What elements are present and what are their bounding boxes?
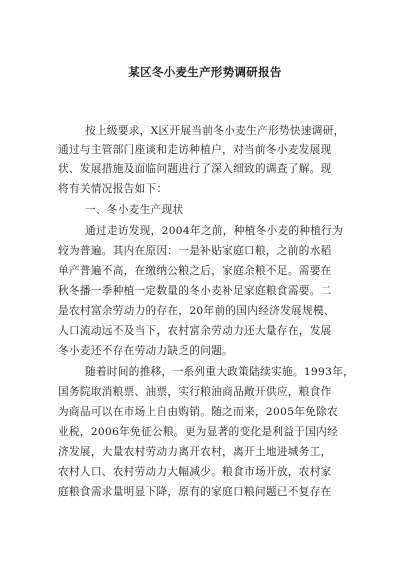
paragraph-line: 按上级要求，X区开展当前冬小麦生产形势快速调研， bbox=[85, 125, 345, 137]
paragraph-line: 单产普遍不高，在缴纳公粮之后，家庭余粮不足。需要在 bbox=[58, 265, 332, 277]
paragraph-line: 随着时间的推移，一系列重大政策陆续实施。1993年， bbox=[85, 366, 355, 378]
paragraph-line: 人口流动远不及当下，农村富余劳动力还大量存在，发展 bbox=[58, 325, 332, 337]
paragraph-line: 通过走访发现，2004年之前，种植冬小麦的种植行为 bbox=[85, 225, 344, 237]
paragraph-line: 状、发展措施及面临问题进行了深入细致的调查了解。现 bbox=[58, 163, 332, 175]
paragraph-line: 农村人口、农村劳动力大幅减少。粮食市场开放，农村家 bbox=[58, 466, 332, 478]
paragraph-line: 是农村富余劳动力的存在，20年前的国内经济发展规模、 bbox=[58, 305, 335, 317]
paragraph-line: 较为普遍。其内在原因：一是补贴家庭口粮，之前的水稻 bbox=[58, 245, 332, 257]
paragraph-line: 将有关情况报告如下： bbox=[58, 183, 168, 195]
paragraph-line: 庭粮食需求量明显下降，原有的家庭口粮问题已不复存在 bbox=[58, 486, 332, 498]
paragraph-line: 济发展，大量农村劳动力离开农村，离开土地进城务工， bbox=[58, 446, 332, 458]
paragraph-line: 为商品可以在市场上自由购销。随之而来，2005年免除农 bbox=[58, 406, 339, 418]
section-heading: 一、冬小麦生产现状 bbox=[85, 204, 184, 216]
paragraph-line: 冬小麦还不存在劳动力缺乏的问题。 bbox=[58, 345, 234, 357]
paragraph-line: 国务院取消粮票、油票，实行粮油商品敞开供应，粮食作 bbox=[58, 386, 332, 398]
paragraph-line: 业税，2006年免征公粮。更为显著的变化是利益于国内经 bbox=[58, 426, 339, 438]
paragraph-line: 通过与主管部门座谈和走访种植户，对当前冬小麦发展现 bbox=[58, 144, 332, 156]
paragraph-line: 秋冬播一季种植一定数量的冬小麦补足家庭粮食需要。二 bbox=[58, 285, 332, 297]
document-title: 某区冬小麦生产形势调研报告 bbox=[128, 65, 282, 79]
